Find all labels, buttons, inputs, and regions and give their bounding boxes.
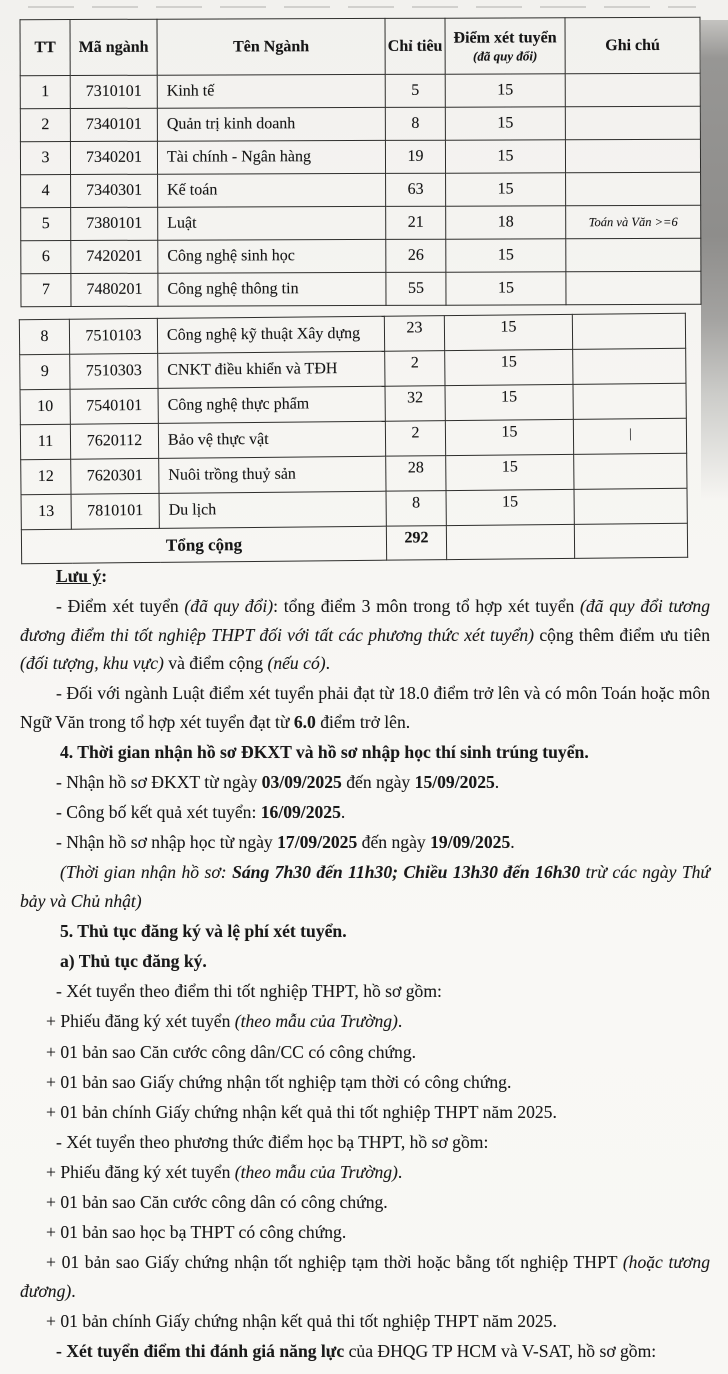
cell-name: Công nghệ kỹ thuật Xây dựng [157, 316, 384, 353]
cell-quota: 23 [384, 316, 444, 352]
text-segment: : [101, 566, 108, 586]
table-header [20, 17, 700, 75]
cell-note [566, 271, 701, 304]
cell-tt: 8 [19, 319, 69, 354]
text-segment: trừ các ngày Thứ bảy và Chủ nhật) [20, 862, 711, 912]
note-heading [20, 562, 710, 591]
method-hocba [20, 1128, 710, 1157]
table-body [20, 73, 701, 306]
cell-name: Quản trị kinh doanh [157, 107, 385, 141]
cell-note [565, 106, 700, 139]
text-segment: 17/09/2025 [277, 832, 358, 853]
text-segment: 6.0 [293, 711, 316, 732]
cell-note [565, 73, 700, 106]
scan-edge-shadow [701, 20, 728, 500]
cell-quota: 8 [385, 107, 445, 140]
col-header-tt: TT [20, 20, 70, 76]
table-body [19, 313, 687, 563]
text-segment: 4. Thời gian nhận hồ sơ ĐKXT và hồ sơ nhập học thí sinh trúng tuyển. [60, 742, 589, 763]
cell-note: Toán và Văn >=6 [566, 205, 701, 238]
cell-name: Du lịch [159, 491, 386, 528]
result-date [20, 798, 710, 827]
cell-note [574, 523, 687, 558]
text-segment: 16/09/2025 [260, 802, 341, 823]
cell-quota: 63 [386, 173, 446, 206]
cell-score: 15 [446, 489, 574, 525]
cell-name: Nuôi trồng thuỷ sản [159, 456, 386, 493]
cell-note [573, 383, 686, 419]
cell-score: 15 [445, 349, 573, 385]
table-row [21, 271, 701, 306]
cell-code: 7620112 [70, 423, 158, 459]
text-segment: Sáng 7h30 đến 11h30; Chiều 13h30 đến 16h30 [232, 862, 581, 883]
cell-name: Luật [158, 206, 386, 240]
cell-note [574, 488, 687, 524]
method-thpt [20, 977, 710, 1006]
table-row [20, 73, 700, 108]
cell-quota: 2 [385, 351, 445, 387]
cell-code: 7380101 [71, 207, 158, 240]
text-segment: và điểm cộng [163, 653, 268, 674]
table-row [21, 205, 701, 240]
text-segment: + Phiếu đăng ký xét tuyển [46, 1011, 235, 1032]
col-header-note: Ghi chú [565, 17, 700, 73]
text-segment: (nếu có) [267, 653, 326, 674]
text-segment: : tổng điểm 3 môn trong tổ hợp xét tuyển [273, 596, 581, 617]
text-segment: 15/09/2025 [414, 772, 495, 793]
cell-score: 15 [445, 74, 565, 107]
text-segment: đến ngày [341, 772, 415, 793]
cell-tt: 1 [20, 76, 70, 109]
table-header-row [20, 17, 700, 75]
cell-quota: 5 [385, 74, 445, 107]
cell-note [572, 313, 685, 349]
text-segment: + Phiếu đăng ký xét tuyển [46, 1161, 235, 1182]
cell-score: 15 [445, 107, 565, 140]
total-label: Tổng cộng [21, 526, 386, 564]
text-segment: (hoặc tương đương) [20, 1252, 710, 1301]
text-segment: của ĐHQG TP HCM và V-SAT, hồ sơ gồm: [344, 1340, 657, 1361]
text-segment: (đối tượng, khu vực) [20, 653, 164, 674]
text-segment: - Xét tuyển theo phương thức điểm học bạ THPT, hồ sơ gồm: [56, 1131, 489, 1152]
text-segment: + 01 bản chính Giấy chứng nhận kết quả thi tốt nghiệp THPT năm 2025. [46, 1101, 557, 1122]
total-quota: 292 [386, 526, 446, 561]
cell-tt: 12 [21, 459, 71, 494]
text-segment: (đã quy đổi tương đương điểm thi tốt nghiệp THPT đối với tất các phương thức xét tuyển) [20, 596, 711, 645]
note-conversion [20, 592, 710, 678]
cell-score: 15 [446, 239, 566, 272]
cell-score: 18 [446, 206, 566, 239]
cell-tt: 13 [21, 494, 71, 529]
text-segment: 19/09/2025 [430, 832, 511, 853]
cell-quota: 19 [385, 140, 445, 173]
text-segment: - Xét tuyển theo điểm thi tốt nghiệp THPT, hồ sơ gồm: [56, 981, 442, 1002]
text-segment: - Nhận hồ sơ nhập học từ ngày [56, 832, 278, 853]
cell-code: 7310101 [70, 75, 157, 108]
cell-score: 15 [446, 173, 566, 206]
document-text-sections [20, 562, 710, 1367]
col-header-score [445, 18, 565, 74]
admission-quota-table-main [19, 17, 701, 307]
cell-tt: 7 [21, 274, 71, 307]
enrollment-dates [20, 828, 710, 857]
cell-name: CNKT điều khiển và TĐH [158, 351, 385, 388]
text-segment: 5. Thủ tục đăng ký và lệ phí xét tuyển. [60, 921, 347, 942]
text-segment: (theo mẫu của Trường) [234, 1161, 398, 1182]
text-segment: cộng thêm điểm ưu tiên [534, 624, 711, 645]
table-row [20, 139, 700, 174]
doc-item [20, 1248, 710, 1305]
table-total-row [21, 523, 687, 563]
cell-tt: 4 [21, 175, 71, 208]
text-segment: Lưu ý [56, 566, 102, 586]
cell-score [446, 524, 574, 559]
cell-quota: 28 [386, 456, 446, 492]
cell-note [573, 348, 686, 384]
cell-tt: 10 [20, 389, 70, 424]
col-header-name: Tên Ngành [157, 18, 385, 75]
cell-quota: 55 [386, 272, 446, 305]
text-segment: + 01 bản sao Căn cước công dân/CC có công chứng. [46, 1041, 417, 1062]
cell-note [566, 172, 701, 205]
section-5a-heading [20, 947, 710, 976]
doc-item [20, 1068, 710, 1097]
cell-score: 15 [444, 314, 572, 350]
text-segment: - Nhận hồ sơ ĐKXT từ ngày [56, 772, 262, 793]
text-segment: + 01 bản chính Giấy chứng nhận kết quả thi tốt nghiệp THPT năm 2025. [46, 1310, 557, 1331]
cell-score: 15 [446, 272, 566, 305]
doc-item [20, 1007, 710, 1036]
doc-item [20, 1307, 710, 1336]
text-segment: . [397, 1161, 403, 1182]
text-segment: + 01 bản sao Căn cước công dân có công chứng. [46, 1191, 388, 1212]
cell-score: 15 [445, 419, 573, 455]
cell-tt: 6 [21, 241, 71, 274]
text-segment: . [510, 832, 515, 853]
cell-note [573, 418, 686, 454]
cell-score: 15 [446, 454, 574, 490]
cell-name: Công nghệ thông tin [158, 272, 386, 306]
cell-code: 7510303 [70, 353, 158, 389]
text-segment: - Công bố kết quả xét tuyển: [56, 802, 261, 823]
cell-quota: 26 [386, 239, 446, 272]
doc-item [20, 1098, 710, 1127]
cell-name: Kế toán [158, 173, 386, 207]
cell-quota: 2 [385, 421, 445, 457]
note-law [20, 679, 710, 736]
col-header-score-main: Điểm xét tuyển [453, 29, 557, 47]
text-segment: (đã quy đổi) [184, 596, 274, 617]
text-segment: - Xét tuyển điểm thi đánh giá năng lực [56, 1340, 345, 1361]
cell-quota: 8 [386, 491, 446, 527]
text-segment: a) Thủ tục đăng ký. [60, 951, 207, 972]
text-segment: . [340, 802, 346, 823]
cell-name: Công nghệ thực phẩm [158, 386, 385, 423]
doc-item [20, 1218, 710, 1247]
cell-code: 7810101 [71, 493, 159, 529]
cell-code: 7620301 [71, 458, 159, 494]
cell-note [574, 453, 687, 489]
text-segment: . [494, 772, 500, 793]
admission-quota-table-continued [19, 313, 688, 564]
text-segment: + 01 bản sao Giấy chứng nhận tốt nghiệp tạm thời có công chứng. [46, 1071, 512, 1092]
section-4-heading [20, 738, 710, 767]
cell-name: Bảo vệ thực vật [158, 421, 385, 458]
text-segment: 03/09/2025 [261, 772, 342, 793]
table-row [20, 106, 700, 141]
cell-code: 7510103 [69, 318, 157, 354]
col-header-code: Mã ngành [70, 19, 157, 75]
method-dgnl [20, 1337, 710, 1366]
cell-name: Công nghệ sinh học [158, 239, 386, 273]
cell-code: 7340301 [71, 174, 158, 207]
cell-quota: 32 [385, 386, 445, 422]
cell-score: 15 [445, 140, 565, 173]
scan-artifact-top-line [28, 6, 696, 8]
cell-tt: 5 [21, 208, 71, 241]
cell-note [566, 238, 701, 271]
office-hours [20, 858, 710, 915]
cell-note [565, 139, 700, 172]
text-segment: . [397, 1011, 403, 1032]
cell-tt: 11 [20, 424, 70, 459]
cell-tt: 9 [20, 354, 70, 389]
table-row [21, 172, 701, 207]
text-segment: + 01 bản sao Giấy chứng nhận tốt nghiệp tạm thời hoặc bằng tốt nghiệp THPT [46, 1252, 623, 1273]
cell-code: 7340201 [70, 141, 157, 174]
text-segment: đến ngày [357, 832, 431, 853]
text-segment: (theo mẫu của Trường) [234, 1011, 398, 1032]
col-header-quota: Chỉ tiêu [385, 18, 445, 74]
col-header-score-sub: (đã quy đổi) [472, 48, 538, 64]
cell-tt: 3 [20, 142, 70, 175]
text-segment: + 01 bản sao học bạ THPT có công chứng. [46, 1222, 347, 1243]
cell-code: 7540101 [70, 388, 158, 424]
scan-artifact-tick [629, 428, 630, 440]
doc-item [20, 1038, 710, 1067]
cell-code: 7480201 [71, 273, 158, 306]
text-segment: điểm trở lên. [315, 711, 411, 732]
dkxt-dates [20, 768, 710, 797]
text-segment: . [325, 653, 330, 674]
cell-score: 15 [445, 384, 573, 420]
doc-item [20, 1188, 710, 1217]
section-5-heading [20, 917, 710, 946]
cell-name: Tài chính - Ngân hàng [157, 140, 385, 174]
cell-code: 7420201 [71, 240, 158, 273]
text-segment: - Điểm xét tuyển [56, 596, 185, 617]
text-segment: (Thời gian nhận hồ sơ: [60, 862, 233, 883]
cell-tt: 2 [20, 109, 70, 142]
doc-item [20, 1158, 710, 1187]
text-segment: - Đối với ngành Luật điểm xét tuyển phải đạt từ 18.0 điểm trở lên và có môn Toán hoặc môn Ngữ Văn trong tổ hợp xét tuyển đạt từ [20, 683, 710, 732]
table-row [21, 238, 701, 273]
cell-code: 7340101 [70, 108, 157, 141]
cell-name: Kinh tế [157, 74, 385, 108]
cell-quota: 21 [386, 206, 446, 239]
text-segment: . [71, 1280, 76, 1301]
